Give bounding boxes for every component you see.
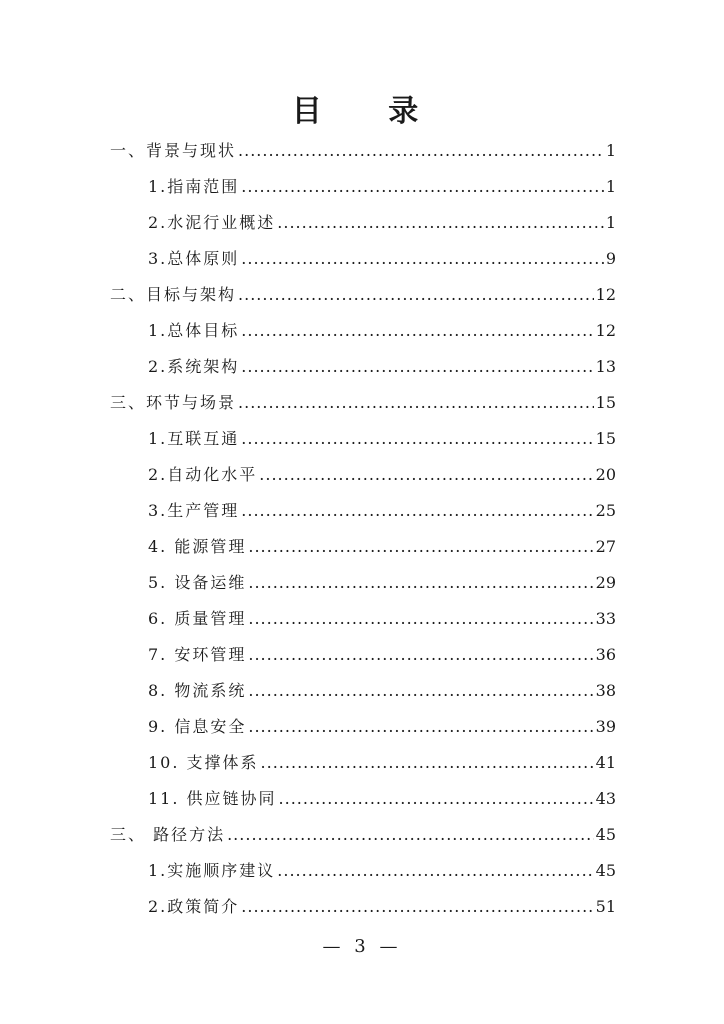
toc-entry-page: 12 [595,321,616,340]
dot-leader [238,285,594,304]
toc-entry-label: 二、目标与架构 [110,285,237,304]
dot-leader [241,357,593,376]
toc-entry-label: 9. 信息安全 [148,717,247,736]
toc-entry-page: 29 [595,573,616,592]
toc-entry-page: 15 [595,393,616,412]
dot-leader [248,609,593,628]
dot-leader [241,501,593,520]
toc-entry-page: 20 [595,465,616,484]
toc-entry[interactable] [110,390,616,416]
toc-entry-page: 1 [605,213,616,232]
dot-leader [241,177,604,196]
toc-entry-page: 15 [595,429,616,448]
toc-entry[interactable] [148,318,616,344]
toc-entry[interactable] [148,462,616,488]
toc-entry-label: 1.总体目标 [148,321,240,340]
toc-entry-page: 27 [595,537,616,556]
toc-entry-label: 2.水泥行业概述 [148,213,276,232]
toc-entry-page: 45 [595,825,616,844]
toc-entry[interactable] [110,282,616,308]
dot-leader [241,897,593,916]
toc-entry-label: 三、环节与场景 [110,393,237,412]
dot-leader [238,141,604,160]
page-title: 目 录 [291,94,447,129]
toc-entry-page: 25 [595,501,616,520]
toc-entry[interactable] [148,354,616,380]
toc-entry[interactable] [148,714,616,740]
dot-leader [248,537,593,556]
toc-entry[interactable] [148,534,616,560]
page-number-footer: — 3 — [322,936,402,957]
toc-entry-label: 10. 支撑体系 [148,753,259,772]
toc-entry-label: 11. 供应链协同 [148,789,277,808]
toc-entry-page: 9 [605,249,616,268]
dot-leader [248,645,593,664]
toc-entry-label: 1.指南范围 [148,177,240,196]
toc-entry-label: 1.互联互通 [148,429,240,448]
dot-leader [277,213,604,232]
toc-entry[interactable] [148,210,616,236]
toc-entry-page: 13 [595,357,616,376]
toc-entry-label: 三、 路径方法 [110,825,226,844]
toc-entry[interactable] [148,498,616,524]
toc-entry-label: 3.总体原则 [148,249,240,268]
dot-leader [241,321,593,340]
toc-entry[interactable] [148,678,616,704]
toc-entry-label: 7. 安环管理 [148,645,247,664]
dot-leader [248,717,593,736]
toc-entry-page: 45 [595,861,616,880]
toc-entry-page: 38 [595,681,616,700]
dot-leader [227,825,594,844]
toc-entry[interactable] [110,138,616,164]
toc-entry-page: 12 [595,285,616,304]
toc-entry[interactable] [148,570,616,596]
toc-entry[interactable] [148,858,616,884]
toc-entry-page: 43 [595,789,616,808]
dot-leader [277,861,593,880]
toc-entry[interactable] [148,786,616,812]
toc-entry-label: 2.政策简介 [148,897,240,916]
toc-entry-label: 4. 能源管理 [148,537,247,556]
dot-leader [241,249,604,268]
dot-leader [279,789,594,808]
toc-entry[interactable] [110,822,616,848]
dot-leader [241,429,593,448]
toc-entry[interactable] [148,894,616,920]
toc-entry[interactable] [148,174,616,200]
toc-entry[interactable] [148,606,616,632]
toc-entry-label: 2.自动化水平 [148,465,258,484]
toc-entry[interactable] [148,750,616,776]
dot-leader [238,393,594,412]
toc-entry[interactable] [148,246,616,272]
toc-entry-page: 1 [605,177,616,196]
toc-entry-label: 3.生产管理 [148,501,240,520]
dot-leader [259,465,593,484]
dot-leader [248,573,593,592]
toc-entry-label: 8. 物流系统 [148,681,247,700]
dot-leader [261,753,594,772]
toc-entry-label: 2.系统架构 [148,357,240,376]
toc-entry-page: 1 [605,141,616,160]
toc-entry[interactable] [148,642,616,668]
toc-entry-label: 一、背景与现状 [110,141,237,160]
toc-entry-label: 1.实施顺序建议 [148,861,276,880]
toc-entry-page: 41 [595,753,616,772]
toc-entry[interactable] [148,426,616,452]
toc-entry-label: 6. 质量管理 [148,609,247,628]
dot-leader [248,681,593,700]
toc-entry-page: 33 [595,609,616,628]
toc-entry-page: 39 [595,717,616,736]
toc-entry-label: 5. 设备运维 [148,573,247,592]
toc-entry-page: 51 [595,897,616,916]
toc-entry-page: 36 [595,645,616,664]
